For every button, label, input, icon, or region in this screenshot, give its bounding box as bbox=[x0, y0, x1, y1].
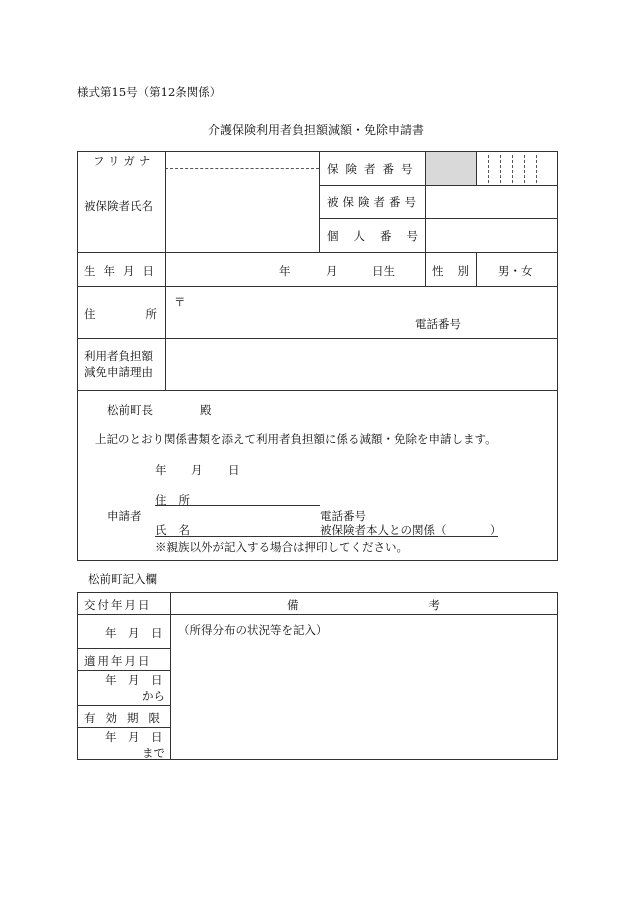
phone-label: 電話番号 bbox=[415, 317, 461, 331]
applicant-address-label: 住所 bbox=[155, 493, 202, 507]
sex-label: 性別 bbox=[432, 264, 483, 278]
reason-label-line2: 減免申請理由 bbox=[84, 365, 153, 379]
remarks-label: 備考 bbox=[287, 598, 570, 612]
postal-mark: 〒 bbox=[174, 295, 186, 309]
relation-label: 被保険者本人との関係（ bbox=[320, 523, 447, 537]
address-label: 住所 bbox=[84, 307, 207, 321]
insured-number-label: 被保険者番号 bbox=[327, 195, 420, 209]
form-number: 様式第15号（第12条関係） bbox=[77, 85, 222, 99]
personal-number-label: 個人番号 bbox=[327, 229, 433, 243]
birth-month: 月 bbox=[326, 264, 338, 278]
birth-year: 年 bbox=[279, 264, 291, 278]
address-underline bbox=[155, 505, 320, 506]
applicant-name-label: 氏名 bbox=[155, 523, 202, 537]
application-statement: 上記のとおり関係書類を添えて利用者負担額に係る減額・免除を申請します。 bbox=[95, 432, 497, 446]
issue-date-value: 年 月 日 bbox=[105, 626, 163, 640]
sex-value: 男・女 bbox=[498, 264, 533, 278]
application-year: 年 bbox=[155, 463, 167, 477]
remarks-hint: （所得分布の状況等を記入） bbox=[178, 623, 328, 637]
insured-name-label: 被保険者氏名 bbox=[84, 199, 153, 213]
from-label: から bbox=[142, 689, 165, 703]
until-label: まで bbox=[142, 746, 165, 760]
application-month: 月 bbox=[191, 463, 203, 477]
birth-date-label: 生年月日 bbox=[84, 264, 162, 278]
issue-date-label: 交付年月日 bbox=[84, 598, 152, 612]
reason-label-line1: 利用者負担額 bbox=[84, 349, 153, 363]
seal-note: ※親族以外が記入する場合は押印してください。 bbox=[155, 540, 408, 554]
birth-day: 日生 bbox=[372, 264, 395, 278]
apply-date-label: 適用年月日 bbox=[84, 654, 152, 668]
shaded-cell bbox=[426, 152, 476, 185]
furigana-label: フリガナ bbox=[93, 154, 155, 168]
honorific: 殿 bbox=[200, 403, 212, 417]
relation-close: ） bbox=[490, 523, 502, 537]
name-underline bbox=[155, 536, 498, 537]
apply-date-value: 年 月 日 bbox=[105, 673, 163, 687]
applicant-label: 申請者 bbox=[107, 509, 142, 523]
application-day: 日 bbox=[228, 463, 240, 477]
applicant-phone-label: 電話番号 bbox=[320, 509, 366, 523]
addressee: 松前町長 bbox=[107, 403, 153, 417]
page-title: 介護保険利用者負担額減額・免除申請書 bbox=[208, 123, 425, 137]
valid-period-label: 有効期限 bbox=[84, 711, 170, 725]
insurer-number-label: 保険者番号 bbox=[327, 162, 420, 176]
valid-period-value: 年 月 日 bbox=[105, 730, 163, 744]
office-section-label: 松前町記入欄 bbox=[88, 572, 157, 586]
